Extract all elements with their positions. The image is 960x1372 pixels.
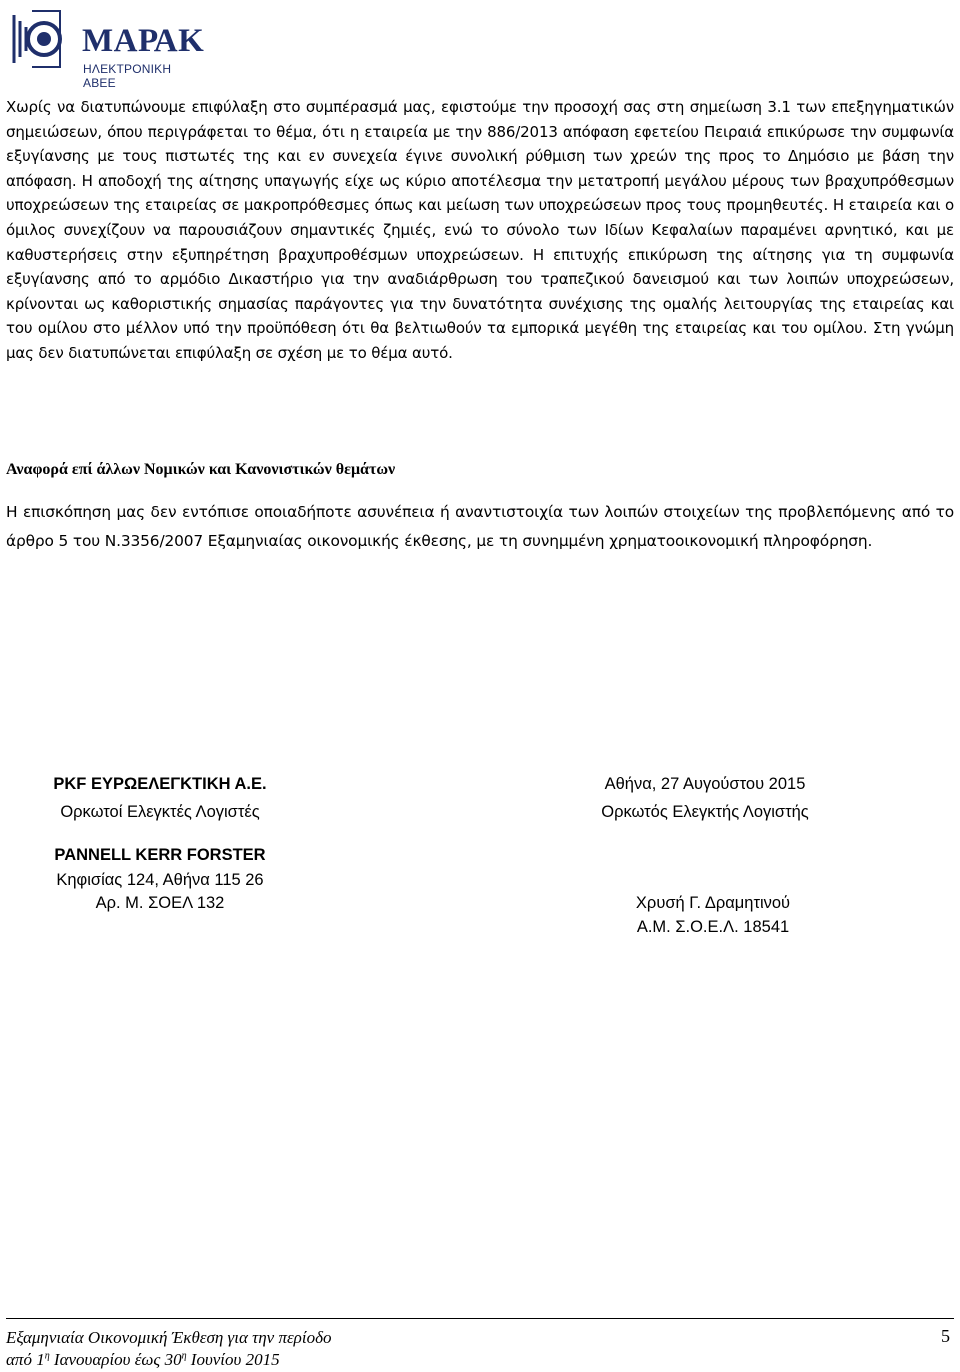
page-number: 5 (941, 1326, 950, 1346)
footer-sup-1: η (44, 1350, 50, 1362)
footer-period (6, 1350, 280, 1370)
auditor-name: Χρυσή Γ. Δραμητινού (635, 894, 791, 912)
firm-address: Κηφισίας 124, Αθήνα 115 26 (56, 871, 264, 889)
footer-period-middle: Ιανουαρίου έως 30 (49, 1350, 182, 1369)
emphasis-paragraph: Χωρίς να διατυπώνουμε επιφύλαξη στο συμπέρασμά μας, εφιστούμε την προσοχή σας στη σημείωση 3.1 των επεξηγηματικών σημειώσεων, όπου περιγράφεται το θέμα, ότι η εταιρεία με την 886/2013 απόφαση εφετείου Πειραιά επικύρωσε την συμφωνία εξυγίανσης με τους πιστωτές της και εν συνεχεία έγινε συνολική ρύθμιση των χρεών της προς το Δημόσιο με βάση την απόφαση. Η αποδοχή της αίτησης υπαγωγής είχε ως κύριο αποτέλεσμα την μετατροπή μεγάλου μέρους των βραχυπρόθεσμων υποχρεώσεων της εταιρείας σε μακροπρόθεσμες όπως και μείωση των υποχρεώσεων προς τους προμηθευτές. Η εταιρεία και ο όμιλος συνεχίζουν να παρουσιάζουν σημαντικές ζημιές, ενώ το σύνολο των Ιδίων Κεφαλαίων παραμένει αρνητικό, και με καθυστερήσεις στην εξυπηρέτηση βραχυπροθέσμων υποχρεώσεων. Η επιτυχής επικύρωση της αίτησης για τη συμφωνία εξυγίανσης από το αρμόδιο Δικαστήριο για την αναδιάρθρωση του τραπεζικού δανεισμού και των λοιπών υποχρεώσεων, κρίνονται ως καθοριστικής σημασίας παράγοντες για την δυνατότητα συνέχισης της ομαλής λειτουργίας της εταιρείας και του ομίλου στο μέλλον υπό την προϋπόθεση ότι θα βελτιωθούν τα εμπορικά μεγέθη της εταιρείας και του ομίλου. Στη γνώμη μας δεν διατυπώνεται επιφύλαξη σε σχέση με το θέμα αυτό. (6, 98, 954, 362)
auditor-role: Ορκωτός Ελεγκτής Λογιστής (601, 803, 809, 821)
footer-period-prefix: από 1 (6, 1350, 45, 1369)
logo-mark-icon (6, 5, 66, 73)
auditor-registry: Α.Μ. Σ.Ο.Ε.Λ. 18541 (636, 918, 790, 936)
network-name: PANNELL KERR FORSTER (54, 846, 266, 864)
logo-title: ΜΑΡΑΚ (82, 23, 205, 59)
footer-period-suffix: Ιουνίου 2015 (186, 1350, 280, 1369)
footer-divider (6, 1318, 954, 1319)
legal-matters-paragraph: Η επισκόπηση μας δεν εντόπισε οποιαδήποτε ασυνέπεια ή αναντιστοιχία των λοιπών στοιχείων της προβλεπόμενης από το άρθρο 5 του Ν.3356/2007 Εξαμηνιαίας οικονομικής έκθεσης, με τη συνημμένη χρηματοοικονομική πληροφόρηση. (6, 503, 954, 550)
footer-sup-2: η (181, 1350, 187, 1362)
section-heading: Αναφορά επί άλλων Νομικών και Κανονιστικών θεμάτων (6, 461, 396, 478)
firm-name: PKF ΕΥΡΩΕΛΕΓΚΤΙΚΗ Α.Ε. (53, 775, 267, 793)
firm-registry: Αρ. Μ. ΣΟΕΛ 132 (95, 894, 225, 912)
place-date: Αθήνα, 27 Αυγούστου 2015 (604, 775, 806, 793)
footer-report-title: Εξαμηνιαία Οικονομική Έκθεση για την περίοδο (6, 1328, 332, 1347)
firm-role: Ορκωτοί Ελεγκτές Λογιστές (60, 803, 260, 821)
logo-subtitle: ΗΛΕΚΤΡΟΝΙΚΗ ΑΒΕΕ (83, 62, 172, 90)
company-logo (6, 5, 206, 90)
